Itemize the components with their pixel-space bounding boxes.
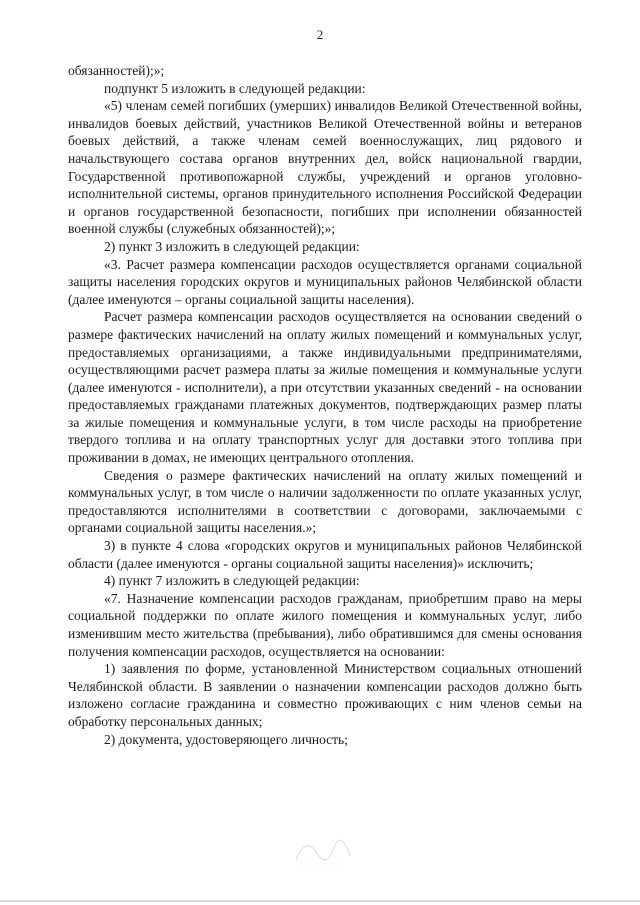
- paragraph-point-3-intro: 2) пункт 3 изложить в следующей редакции:: [104, 238, 360, 254]
- paragraph-continuation: обязанностей);»;: [68, 63, 165, 78]
- paragraph-point-4-amend: 3) в пункте 4 слова «городских округов и муниципальных районов Челябинской области (далее именуются - органы социальной защиты населения)» исключить;: [68, 538, 582, 571]
- paragraph-item-1-application: 1) заявления по форме, установленной Министерством социальных отношений Челябинской области. В заявлении о назначении компенсации расходов должно быть изложено согласие гражданина и совместно проживающих с ним членов семьи на обработку персональных данных;: [68, 661, 582, 729]
- paragraph-item-2-identity: 2) документа, удостоверяющего личность;: [104, 731, 348, 747]
- paragraph-point-3-text: «3. Расчет размера компенсации расходов осуществляется органами социальной защиты населения городских округов и муниципальных районов Челябинской области (далее именуются – органы социальной защиты населения).: [68, 256, 582, 307]
- paragraph-subpoint-5-text: «5) членам семей погибших (умерших) инвалидов Великой Отечественной войны, инвалидов боевых действий, участников Великой Отечественной войны и ветеранов боевых действий, а также членам семей военнослужащих, лиц рядового и начальствующего состава органов внутренних дел, войск национальной гвардии, Государственной противопожарной службы, учреждений и органов уголовно-исполнительной системы, органов принудительного исполнения Российской Федерации и органов государственной безопасности, погибших при исполнении обязанностей военной службы (служебных обязанностей);»;: [68, 98, 582, 237]
- paragraph-accrual-info: Сведения о размере фактических начислений на оплату жилых помещений и коммунальных услуг, в том числе о наличии задолженности по оплате указанных услуг, предоставляются исполнителями в соответствии с договорами, заключаемыми с органами социальной защиты населения.»;: [68, 467, 582, 536]
- page-bottom-edge: [0, 900, 640, 902]
- document-body: [68, 62, 582, 748]
- paragraph-calculation-basis: Расчет размера компенсации расходов осуществляется на основании сведений о размере фактических начислений на оплату жилых помещений и коммунальных услуг, предоставляемых организациями, а также индивидуальными предпринимателями, осуществляющими расчет размера платы за жилые помещения и коммунальные услуги (далее именуются - исполнители), а при отсутствии указанных сведений - на основании предоставляемых гражданами платежных документов, подтверждающих размер платы за жилые помещения и коммунальные услуги, в том числе расходы на приобретение твердого топлива и на оплату транспортных услуг для доставки этого топлива при проживании в домах, не имеющих центрального отопления.: [68, 309, 582, 466]
- faint-stamp-mark: [290, 838, 354, 868]
- paragraph-point-7-intro: 4) пункт 7 изложить в следующей редакции:: [104, 573, 360, 589]
- paragraph-subpoint-5-intro: подпункт 5 изложить в следующей редакции:: [104, 80, 366, 96]
- page-number: 2: [316, 27, 324, 42]
- paragraph-point-7-text: «7. Назначение компенсации расходов гражданам, приобретшим право на меры социальной поддержки по оплате жилого помещения и коммунальных услуг, либо изменившим место жительства (пребывания), либо обратившимся для смены основания получения компенсации расходов, осуществляется на основании:: [68, 590, 582, 659]
